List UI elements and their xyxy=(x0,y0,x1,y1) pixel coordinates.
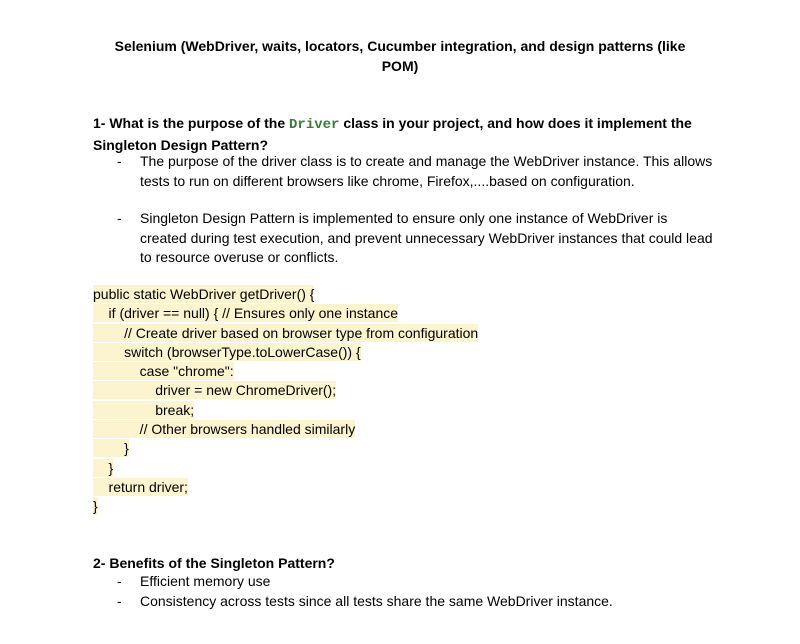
question-1-answer-list xyxy=(93,152,713,268)
code-line-text: } xyxy=(93,498,98,515)
code-line-text: // Other browsers handled similarly xyxy=(93,421,356,438)
question-1-prefix: 1- What is the purpose of the xyxy=(93,115,290,131)
list-item: - Singleton Design Pattern is implemented to ensure only one instance of WebDriver is created during test execution, and prevent unnecessary WebDriver instances that could lead to resource overuse or conflicts. xyxy=(93,209,713,268)
code-line xyxy=(93,439,478,458)
code-line-text: } xyxy=(93,440,129,457)
code-line xyxy=(93,401,478,420)
code-line-text: break; xyxy=(93,401,195,418)
code-line-text: switch (browserType.toLowerCase()) { xyxy=(93,343,361,360)
list-item: - Efficient memory use xyxy=(93,572,713,592)
code-line-text: if (driver == null) { // Ensures only one instance xyxy=(93,305,399,322)
list-item: - Consistency across tests since all tests share the same WebDriver instance. xyxy=(93,592,713,612)
question-1-heading xyxy=(93,113,713,155)
code-line xyxy=(93,497,478,516)
code-line-text: public static WebDriver getDriver() { xyxy=(93,286,315,302)
code-line xyxy=(93,381,478,400)
code-line-text: driver = new ChromeDriver(); xyxy=(93,382,337,399)
code-line xyxy=(93,285,478,304)
question-1-suffix: class in your project, and how does it implement the Singleton Design Pattern? xyxy=(93,115,692,153)
code-line xyxy=(93,420,478,439)
code-line xyxy=(93,304,478,323)
code-line-text: } xyxy=(93,459,114,476)
code-line-text: return driver; xyxy=(93,478,188,495)
code-line xyxy=(93,362,478,381)
document-title: Selenium (WebDriver, waits, locators, Cucumber integration, and design patterns (like POM) xyxy=(114,38,686,74)
code-line-text: // Create driver based on browser type from configuration xyxy=(93,324,479,341)
question-2-answer-list xyxy=(93,572,713,611)
driver-class-name: Driver xyxy=(289,117,340,133)
list-item: - The purpose of the driver class is to create and manage the WebDriver instance. This allows tests to run on different browsers like chrome, Firefox,....based on configuration. xyxy=(93,152,713,191)
code-line xyxy=(93,324,478,343)
code-block xyxy=(93,285,478,517)
code-line xyxy=(93,343,478,362)
code-line xyxy=(93,459,478,478)
question-2-heading: 2- Benefits of the Singleton Pattern? xyxy=(93,555,335,571)
code-line-text: case "chrome": xyxy=(93,363,234,380)
code-line xyxy=(93,478,478,497)
